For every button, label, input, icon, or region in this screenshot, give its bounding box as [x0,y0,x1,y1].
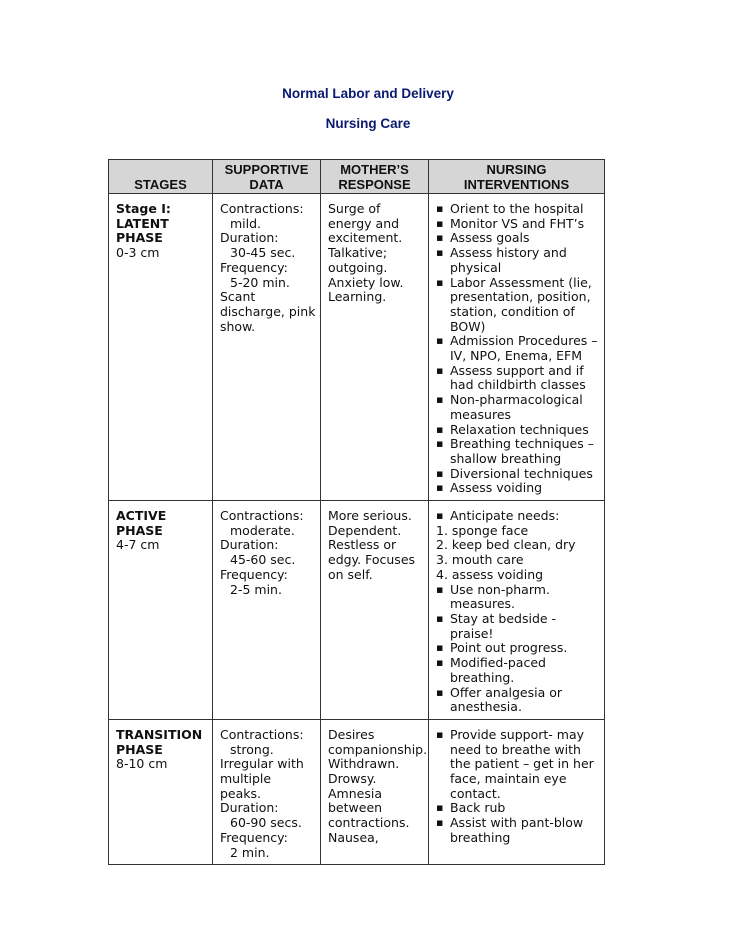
stage-name: ACTIVE PHASE [116,508,167,538]
intervention-item: 4. assess voiding [436,566,544,582]
nursing-interventions-cell [429,194,605,501]
supportive-value: moderate. [230,522,295,538]
header-nursing-interventions: NURSING INTERVENTIONS [429,160,605,194]
intervention-item: ▪ Monitor VS and FHT’s [436,217,600,232]
intervention-item: ▪ Assist with pant-blow breathing [436,816,600,845]
intervention-item: ▪ Assess history and physical [436,246,600,275]
supportive-data-cell [213,501,321,720]
intervention-list [436,202,600,496]
supportive-label: Frequency: [220,566,288,582]
intervention-item: ▪ Orient to the hospital [436,202,600,217]
intervention-item: ▪ Modified-paced breathing. [436,656,600,685]
intervention-item: ▪ Diversional techniques [436,467,600,482]
mothers-response-cell: Desires companionship. Withdrawn. Drowsy. Amnesia between contractions. Nausea, [321,719,429,864]
supportive-value: strong. [230,741,274,757]
intervention-list [436,728,600,846]
supportive-label: Duration: [220,230,279,246]
document-subtitle: Nursing Care [325,116,411,131]
supportive-value: 5-20 min. [230,274,290,290]
supportive-data-cell [213,719,321,864]
supportive-label: Frequency: [220,259,288,275]
supportive-data-cell [213,194,321,501]
intervention-item: ▪ Labor Assessment (lie, presentation, position, station, condition of BOW) [436,276,600,335]
stage-cell [109,194,213,501]
intervention-item: ▪ Assess support and if had childbirth classes [436,364,600,393]
intervention-item: 3. mouth care [436,552,524,568]
supportive-label: Irregular with multiple peaks. [220,756,304,801]
nursing-interventions-cell [429,719,605,864]
intervention-item: ▪ Anticipate needs: [436,509,600,524]
intervention-item: ▪ Use non-pharm. measures. [436,583,600,612]
supportive-value: 2-5 min. [230,581,282,597]
table-row [109,719,605,864]
intervention-item: ▪ Stay at bedside - praise! [436,612,600,641]
intervention-item: ▪ Non-pharmacological measures [436,393,600,422]
supportive-value: mild. [230,215,262,231]
supportive-value: 60-90 secs. [230,815,302,831]
supportive-label: Frequency: [220,829,288,845]
stage-range: 4-7 cm [116,537,160,553]
intervention-item: ▪ Back rub [436,801,600,816]
mothers-response-cell: More serious. Dependent. Restless or edgy. Focuses on self. [321,501,429,720]
stage-range: 0-3 cm [116,245,160,261]
stage-cell [109,501,213,720]
supportive-value: 45-60 sec. [230,552,296,568]
nursing-interventions-cell [429,501,605,720]
intervention-item: ▪ Offer analgesia or anesthesia. [436,686,600,715]
supportive-label: Duration: [220,800,279,816]
table-row [109,501,605,720]
supportive-label: Contractions: [220,726,304,742]
intervention-item: 1. sponge face [436,522,529,538]
table-header-row [109,160,605,194]
supportive-value: 30-45 sec. [230,245,296,261]
mothers-response-cell: Surge of energy and excitement. Talkative; outgoing. Anxiety low. Learning. [321,194,429,501]
supportive-label: Scant discharge, pink show. [220,289,316,334]
stage-name: TRANSITION PHASE [116,726,203,757]
intervention-list [436,509,600,715]
header-stages: STAGES [109,160,213,194]
intervention-item: ▪ Point out progress. [436,641,600,656]
stage-name: LATENT PHASE [116,215,169,246]
intervention-item: ▪ Breathing techniques – shallow breathing [436,437,600,466]
stage-title: Stage I: [116,201,171,216]
intervention-item: ▪ Assess voiding [436,481,600,496]
supportive-value: 2 min. [230,844,270,860]
intervention-item: ▪ Relaxation techniques [436,423,600,438]
document-title: Normal Labor and Delivery [282,86,454,101]
intervention-item: ▪ Provide support- may need to breathe with the patient – get in her face, maintain eye contact. [436,728,600,802]
intervention-item: ▪ Assess goals [436,231,600,246]
intervention-item: ▪ Admission Procedures – IV, NPO, Enema, EFM [436,334,600,363]
supportive-label: Duration: [220,537,279,553]
table-row [109,194,605,501]
stage-range: 8-10 cm [116,756,168,772]
header-mothers-response: MOTHER’S RESPONSE [321,160,429,194]
nursing-care-table [108,159,605,865]
intervention-item: 2. keep bed clean, dry [436,537,576,553]
supportive-label: Contractions: [220,201,304,216]
header-supportive-data: SUPPORTIVE DATA [213,160,321,194]
stage-cell [109,719,213,864]
supportive-label: Contractions: [220,508,304,524]
